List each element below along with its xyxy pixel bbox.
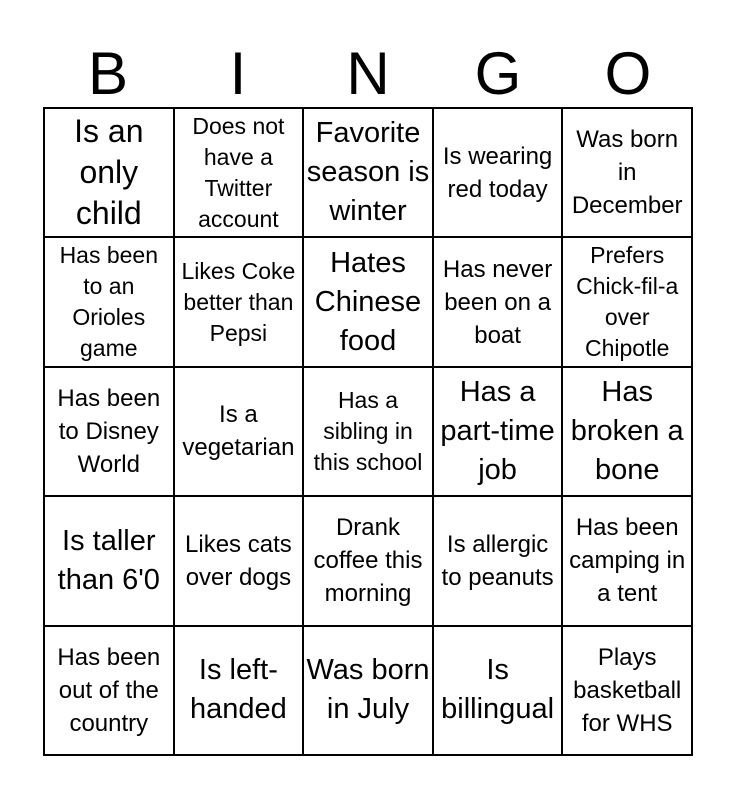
cell-text: Likes Coke better than Pepsi — [181, 257, 296, 346]
bingo-cell[interactable] — [433, 626, 563, 755]
cell-text: Has a part-time job — [440, 375, 555, 486]
bingo-cell[interactable] — [562, 626, 692, 755]
bingo-cell[interactable] — [562, 108, 692, 237]
bingo-cell[interactable] — [44, 237, 174, 366]
bingo-cell[interactable] — [44, 108, 174, 237]
cell-text: Does not have a Twitter account — [192, 112, 285, 232]
cell-text: Has never been on a boat — [442, 255, 553, 349]
bingo-cell[interactable] — [562, 367, 692, 496]
cell-text: Has been to an Orioles game — [59, 242, 159, 362]
bingo-cell[interactable] — [174, 496, 304, 625]
cell-text: Has been camping in a tent — [569, 514, 686, 608]
bingo-cell[interactable] — [303, 496, 433, 625]
bingo-cell[interactable] — [433, 108, 563, 237]
bingo-cell[interactable] — [44, 626, 174, 755]
cell-text: Was born in December — [571, 126, 683, 220]
header-letter-g: G — [474, 40, 522, 107]
bingo-cell[interactable] — [174, 237, 304, 366]
bingo-cell[interactable] — [562, 496, 692, 625]
bingo-header — [43, 40, 693, 108]
cell-text: Has been to Disney World — [57, 384, 161, 478]
cell-text: Likes cats over dogs — [185, 530, 292, 591]
bingo-cell[interactable] — [44, 496, 174, 625]
header-letter-n: N — [346, 40, 390, 107]
bingo-cell[interactable] — [44, 367, 174, 496]
cell-text: Was born in July — [306, 654, 430, 726]
cell-text: Is wearing red today — [442, 142, 553, 203]
cell-text: Is a vegetarian — [182, 401, 295, 462]
cell-text: Is allergic to peanuts — [441, 530, 554, 591]
bingo-cell[interactable] — [433, 367, 563, 496]
cell-text: Has been out of the country — [57, 643, 161, 737]
header-letter-i: I — [229, 40, 247, 107]
bingo-cell[interactable] — [303, 237, 433, 366]
cell-text: Prefers Chick-fil-a over Chipotle — [576, 242, 679, 362]
cell-text: Is left-handed — [190, 654, 287, 726]
cell-text: Drank coffee this morning — [313, 514, 423, 608]
bingo-cell[interactable] — [174, 108, 304, 237]
bingo-cell[interactable] — [303, 367, 433, 496]
header-letter-b: B — [87, 40, 129, 107]
bingo-cell[interactable] — [174, 626, 304, 755]
bingo-cell[interactable] — [174, 367, 304, 496]
bingo-grid — [43, 107, 693, 756]
cell-text: Is an only child — [74, 113, 144, 232]
bingo-cell[interactable] — [303, 108, 433, 237]
header-letter-o: O — [604, 40, 652, 107]
cell-text: Is billingual — [441, 654, 555, 726]
cell-text: Has a sibling in this school — [313, 386, 423, 475]
bingo-cell[interactable] — [433, 496, 563, 625]
cell-text: Is taller than 6'0 — [57, 524, 160, 596]
cell-text: Plays basketball for WHS — [573, 643, 682, 737]
bingo-cell[interactable] — [433, 237, 563, 366]
bingo-cell[interactable] — [562, 237, 692, 366]
bingo-cell[interactable] — [303, 626, 433, 755]
cell-text: Has broken a bone — [570, 375, 684, 486]
cell-text: Hates Chinese food — [314, 246, 422, 357]
cell-text: Favorite season is winter — [306, 117, 430, 228]
